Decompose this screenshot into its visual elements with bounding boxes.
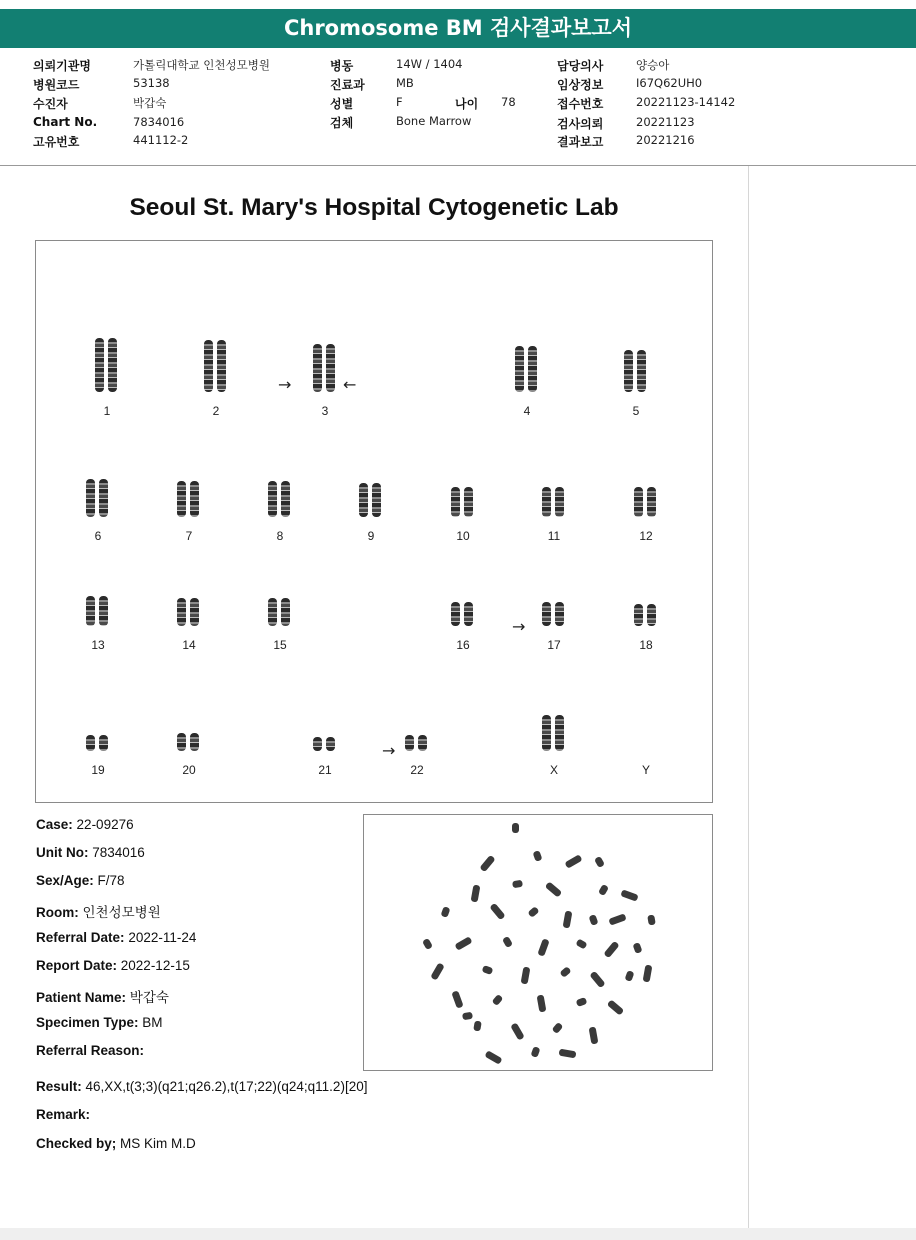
chromosome-22-a (405, 735, 414, 751)
sexage-value: F/78 (97, 873, 125, 888)
metaphase-chromosome (502, 936, 513, 948)
chromosome-label: 7 (185, 529, 193, 543)
chromosome-label: 18 (639, 638, 653, 652)
metaphase-chromosome (521, 967, 531, 985)
referral-reason-label: Referral Reason: (36, 1043, 145, 1058)
metaphase-chromosome (598, 884, 609, 896)
patient-value: 박갑숙 (129, 990, 169, 1005)
chromosome-label: 2 (212, 404, 220, 418)
chromosome-16-a (451, 602, 460, 626)
value-department: MB (396, 76, 414, 90)
metaphase-chromosome (575, 938, 587, 949)
chromosome-16-b (464, 602, 473, 626)
metaphase-chromosome (537, 938, 549, 956)
bottom-scroll-area (0, 1228, 916, 1240)
chromosome-label: 17 (547, 638, 561, 652)
chromosome-5-b (637, 350, 646, 392)
label-specimen: 검체 (330, 116, 354, 130)
label-unique-no: 고유번호 (33, 135, 80, 149)
chromosome-label: 3 (321, 404, 329, 418)
result-row (36, 1079, 367, 1094)
value-specimen: Bone Marrow (396, 114, 472, 128)
chromosome-label: 9 (367, 529, 375, 543)
metaphase-chromosome (564, 854, 582, 869)
metaphase-chromosome (643, 965, 653, 983)
metaphase-chromosome (430, 962, 445, 980)
chromosome-label: 11 (547, 529, 561, 543)
metaphase-chromosome (647, 914, 656, 925)
chromosome-label: 14 (182, 638, 196, 652)
metaphase-chromosome (471, 885, 481, 903)
checked-row (36, 1136, 196, 1151)
metaphase-chromosome (552, 1022, 564, 1034)
referral-date-row (36, 930, 196, 945)
translocation-arrow: → (512, 617, 526, 636)
referral-reason-row (36, 1043, 144, 1058)
metaphase-chromosome (422, 938, 433, 950)
chromosome-label: 16 (456, 638, 470, 652)
result-value: 46,XX,t(3;3)(q21;q26.2),t(17;22)(q24;q11.2)[20] (85, 1079, 368, 1094)
value-receipt-no: 20221123-14142 (636, 95, 736, 109)
unit-value: 7834016 (92, 845, 145, 860)
value-doctor: 양승아 (636, 58, 670, 72)
chromosome-label: X (549, 763, 558, 777)
metaphase-chromosome (607, 999, 625, 1015)
metaphase-chromosome (482, 965, 494, 975)
metaphase-chromosome (510, 1022, 525, 1040)
label-patient: 수진자 (33, 97, 68, 111)
unit-label: Unit No: (36, 845, 89, 860)
metaphase-chromosome (608, 913, 626, 925)
chromosome-label: 10 (456, 529, 470, 543)
checked-label: Checked by; (36, 1136, 117, 1151)
chromosome-label: 22 (410, 763, 424, 777)
report-date-row (36, 958, 190, 973)
chromosome-12-a (634, 487, 643, 517)
label-doctor: 담당의사 (557, 59, 604, 73)
chromosome-label: 21 (318, 763, 332, 777)
metaphase-chromosome (489, 903, 505, 921)
metaphase-chromosome (479, 855, 495, 873)
metaphase-chromosome (512, 823, 519, 833)
chromosome-label: 19 (91, 763, 105, 777)
metaphase-chromosome (594, 856, 605, 868)
chromosome-4-a (515, 346, 524, 392)
metaphase-chromosome (563, 911, 573, 929)
room-label: Room: (36, 905, 79, 920)
chromosome-4-b (528, 346, 537, 392)
patient-row (36, 986, 169, 1006)
label-clinical-info: 임상정보 (557, 78, 604, 92)
metaphase-chromosome (625, 970, 635, 982)
chromosome-18-a (634, 604, 643, 626)
label-chart-no: Chart No. (33, 115, 98, 129)
label-request-date: 검사의뢰 (557, 117, 604, 131)
chromosome-label: 1 (103, 404, 111, 418)
chromosome-9-a (359, 483, 368, 517)
metaphase-chromosome (620, 889, 638, 901)
metaphase-image (363, 814, 713, 1071)
chromosome-X-b (555, 715, 564, 751)
metaphase-chromosome (576, 997, 588, 1007)
metaphase-chromosome (441, 906, 451, 918)
label-department: 진료과 (330, 78, 365, 92)
metaphase-chromosome (454, 936, 472, 951)
chromosome-label: 6 (94, 529, 102, 543)
label-hospital-code: 병원코드 (33, 78, 80, 92)
metaphase-chromosome (531, 1046, 541, 1058)
value-patient: 박갑숙 (133, 96, 167, 110)
chromosome-18-b (647, 604, 656, 626)
metaphase-chromosome (484, 1050, 502, 1065)
result-label: Result: (36, 1079, 82, 1094)
translocation-arrow: → (382, 741, 396, 760)
specimen-label: Specimen Type: (36, 1015, 139, 1030)
metaphase-chromosome (589, 914, 599, 926)
report-date-value: 2022-12-15 (120, 958, 190, 973)
metaphase-chromosome (492, 994, 504, 1006)
metaphase-chromosome (462, 1012, 473, 1021)
metaphase-chromosome (512, 880, 523, 889)
report-date-label: Report Date: (36, 958, 118, 973)
metaphase-chromosome (559, 1049, 577, 1059)
chromosome-label: 4 (523, 404, 531, 418)
metaphase-chromosome (559, 966, 571, 978)
label-ward: 병동 (330, 59, 354, 73)
sexage-label: Sex/Age: (36, 873, 94, 888)
metaphase-chromosome (527, 906, 539, 918)
case-row (36, 817, 134, 832)
report-page (0, 166, 749, 1228)
value-hospital-code: 53138 (133, 76, 170, 90)
metaphase-chromosome (633, 942, 643, 954)
value-chart-no: 7834016 (133, 115, 185, 129)
chromosome-label: 13 (91, 638, 105, 652)
label-institution: 의뢰기관명 (33, 59, 91, 73)
chromosome-11-b (555, 487, 564, 517)
specimen-value: BM (142, 1015, 163, 1030)
metaphase-chromosome (473, 1020, 482, 1031)
chromosome-label: 12 (639, 529, 653, 543)
value-clinical-info: I67Q62UH0 (636, 76, 703, 90)
value-institution: 가톨릭대학교 인천성모병원 (133, 58, 270, 72)
value-request-date: 20221123 (636, 115, 695, 129)
header-info (0, 48, 916, 166)
remark-row (36, 1107, 90, 1122)
chromosome-X-a (542, 715, 551, 751)
checked-value: MS Kim M.D (120, 1136, 196, 1151)
room-value: 인천성모병원 (82, 905, 161, 920)
sexage-row (36, 873, 125, 888)
value-ward: 14W / 1404 (396, 57, 463, 71)
patient-label: Patient Name: (36, 990, 127, 1005)
case-value: 22-09276 (76, 817, 134, 832)
unit-row (36, 845, 145, 860)
chromosome-9-b (372, 483, 381, 517)
report-title: Chromosome BM 검사결과보고서 (0, 9, 916, 49)
label-age: 나이 (455, 97, 479, 111)
chromosome-10-a (451, 487, 460, 517)
chromosome-10-b (464, 487, 473, 517)
chromosome-22-b (418, 735, 427, 751)
chromosome-label: 8 (276, 529, 284, 543)
lab-title: Seoul St. Mary's Hospital Cytogenetic Lab (129, 194, 619, 221)
chromosome-17-b (555, 602, 564, 626)
chromosome-label: 5 (632, 404, 640, 418)
translocation-arrow: ← (343, 375, 357, 394)
chromosome-12-b (647, 487, 656, 517)
label-sex: 성별 (330, 97, 354, 111)
metaphase-chromosome (589, 971, 605, 989)
value-report-date: 20221216 (636, 133, 695, 147)
metaphase-chromosome (603, 941, 619, 959)
metaphase-chromosome (533, 850, 543, 862)
report-details (0, 166, 368, 1151)
specimen-row (36, 1015, 163, 1030)
chromosome-5-a (624, 350, 633, 392)
room-row (36, 901, 161, 921)
metaphase-chromosome (537, 995, 547, 1013)
chromosome-17-a (542, 602, 551, 626)
label-receipt-no: 접수번호 (557, 97, 604, 111)
chromosome-label: 15 (273, 638, 287, 652)
chromosome-11-a (542, 487, 551, 517)
label-report-date: 결과보고 (557, 135, 604, 149)
value-age: 78 (501, 95, 516, 109)
value-unique-no: 441112-2 (133, 133, 189, 147)
chromosome-label: Y (641, 763, 650, 777)
metaphase-chromosome (545, 881, 563, 897)
referral-date-value: 2022-11-24 (128, 930, 197, 945)
translocation-arrow: → (278, 375, 292, 394)
value-sex: F (396, 95, 403, 109)
metaphase-chromosome (451, 990, 463, 1008)
case-label: Case: (36, 817, 73, 832)
remark-label: Remark: (36, 1107, 91, 1122)
referral-date-label: Referral Date: (36, 930, 125, 945)
metaphase-chromosome (589, 1027, 599, 1045)
chromosome-label: 20 (182, 763, 196, 777)
